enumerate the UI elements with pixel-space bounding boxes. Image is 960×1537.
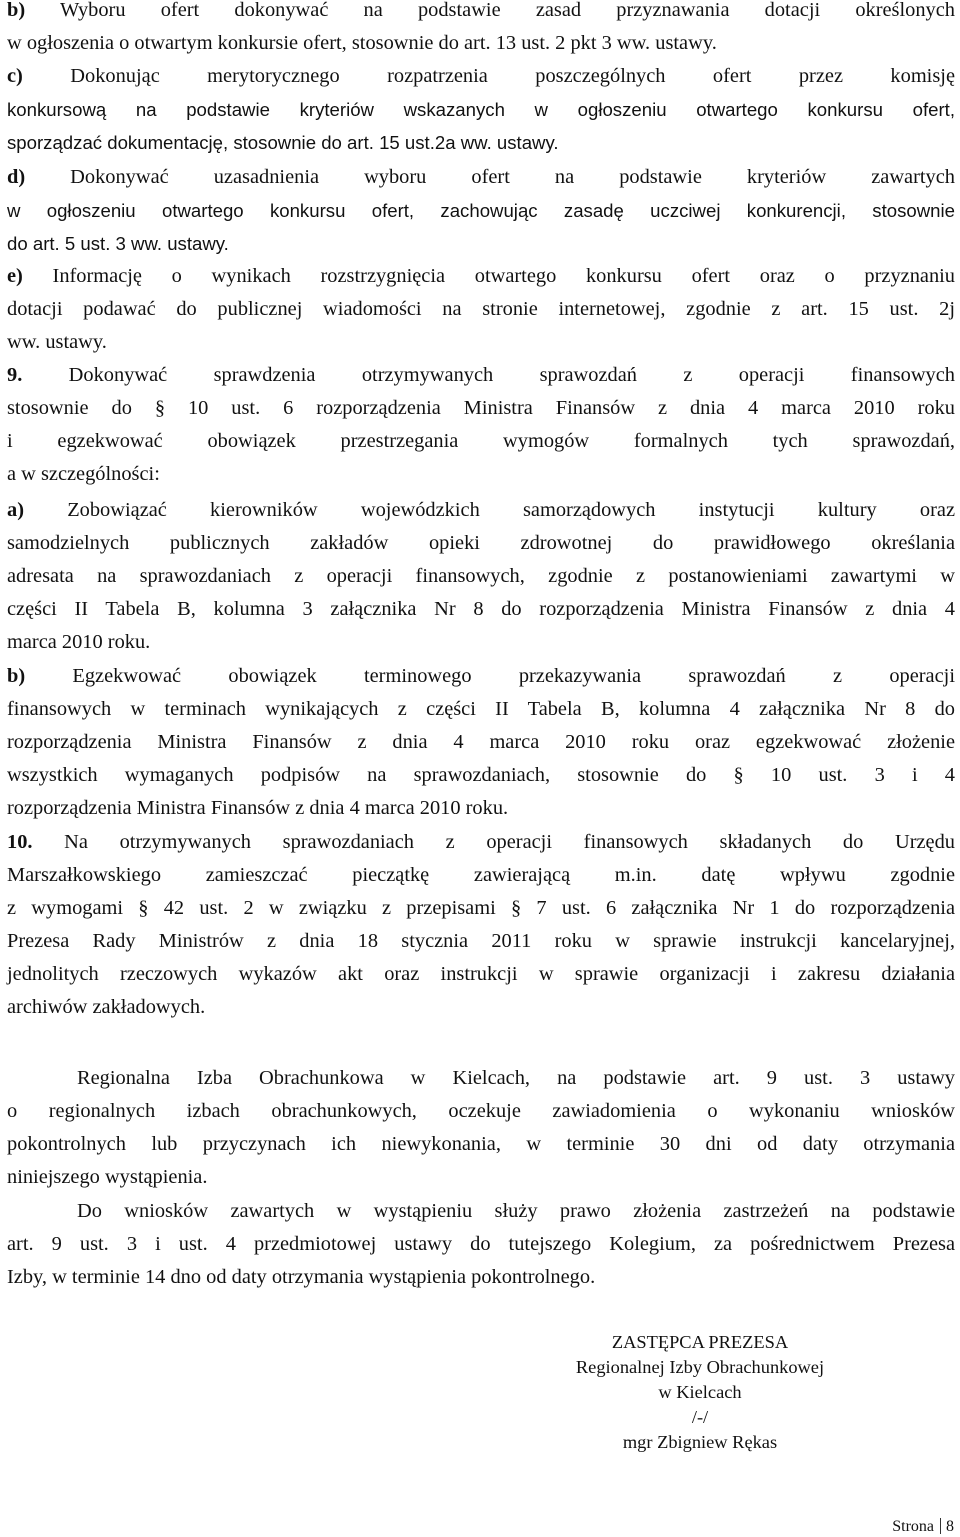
doc-line: marca 2010 roku. (7, 631, 151, 653)
doc-line: jednolitych rzeczowych wykazów akt oraz instrukcji w sprawie organizacji i zakresu działania (7, 963, 955, 985)
page-footer (892, 1518, 954, 1536)
doc-line: samodzielnych publicznych zakładów opieki zdrowotnej do prawidłowego określania (7, 532, 955, 554)
doc-line: 9. Dokonywać sprawdzenia otrzymywanych sprawozdań z operacji finansowych (7, 364, 955, 386)
page-number: 8 (946, 1518, 954, 1535)
signature-mark: /-/ (691, 1407, 709, 1427)
doc-line: adresata na sprawozdaniach z operacji finansowych, zgodnie z postanowieniami zawartymi w (7, 565, 955, 587)
doc-line: rozporządzenia Ministra Finansów z dnia 4 marca 2010 roku oraz egzekwować złożenie (7, 731, 955, 753)
doc-line: c) Dokonując merytorycznego rozpatrzenia poszczególnych ofert przez komisję (7, 65, 955, 87)
doc-line: e) Informację o wynikach rozstrzygnięcia otwartego konkursu ofert oraz o przyznaniu (7, 265, 955, 287)
doc-line: stosownie do § 10 ust. 6 rozporządzenia Ministra Finansów z dnia 4 marca 2010 roku (7, 397, 955, 419)
doc-line: Prezesa Rady Ministrów z dnia 18 stycznia 2011 roku w sprawie instrukcji kancelaryjnej, (7, 930, 955, 952)
doc-line: pokontrolnych lub przyczynach ich niewykonania, w terminie 30 dni od daty otrzymania (7, 1133, 955, 1155)
doc-line: z wymogami § 42 ust. 2 w związku z przepisami § 7 ust. 6 załącznika Nr 1 do rozporządzenia (7, 897, 955, 919)
item-label: b) (7, 0, 26, 21)
footer-separator (940, 1518, 941, 1534)
item-label: c) (7, 65, 23, 87)
doc-line: finansowych w terminach wynikających z części II Tabela B, kolumna 4 załącznika Nr 8 do (7, 698, 955, 720)
doc-line: archiwów zakładowych. (7, 996, 206, 1018)
signature-title: ZASTĘPCA PREZESA (611, 1332, 789, 1352)
doc-line: o regionalnych izbach obrachunkowych, oczekuje zawiadomienia o wykonaniu wniosków (7, 1100, 955, 1122)
doc-line: a) Zobowiązać kierowników wojewódzkich samorządowych instytucji kultury oraz (7, 499, 955, 521)
doc-line: w ogłoszeniu otwartego konkursu ofert, zachowując zasadę uczciwej konkurencji, stosownie (7, 200, 955, 221)
doc-line: 10. Na otrzymywanych sprawozdaniach z operacji finansowych składanych do Urzędu (7, 831, 955, 853)
doc-line: rozporządzenia Ministra Finansów z dnia 4 marca 2010 roku. (7, 797, 509, 819)
doc-line: Marszałkowskiego zamieszczać pieczątkę zawierającą m.in. datę wpływu zgodnie (7, 864, 955, 886)
item-label: 10. (7, 831, 33, 853)
doc-line: ww. ustawy. (7, 331, 107, 353)
doc-line: konkursową na podstawie kryteriów wskazanych w ogłoszeniu otwartego konkursu ofert, (7, 99, 955, 120)
signature-city: w Kielcach (658, 1382, 742, 1402)
doc-line: a w szczególności: (7, 463, 160, 485)
doc-line: części II Tabela B, kolumna 3 załącznika Nr 8 do rozporządzenia Ministra Finansów z dnia 4 (7, 598, 955, 620)
item-label: e) (7, 265, 23, 287)
doc-line: Regionalna Izba Obrachunkowa w Kielcach, na podstawie art. 9 ust. 3 ustawy (77, 1067, 955, 1089)
doc-line: i egzekwować obowiązek przestrzegania wymogów formalnych tych sprawozdań, (7, 430, 955, 452)
doc-line: niniejszego wystąpienia. (7, 1166, 208, 1188)
doc-line: dotacji podawać do publicznej wiadomości na stronie internetowej, zgodnie z art. 15 ust. 2j (7, 298, 955, 320)
doc-line: d) Dokonywać uzasadnienia wyboru ofert na podstawie kryteriów zawartych (7, 166, 955, 188)
doc-line: sporządzać dokumentację, stosownie do art. 15 ust.2a ww. ustawy. (7, 132, 559, 153)
item-label: b) (7, 665, 26, 687)
item-label: a) (7, 499, 24, 521)
signature-name: mgr Zbigniew Rękas (622, 1432, 778, 1452)
item-label: 9. (7, 364, 23, 386)
doc-line: b) Egzekwować obowiązek terminowego przekazywania sprawozdań z operacji (7, 665, 955, 687)
doc-line: wszystkich wymaganych podpisów na sprawozdaniach, stosownie do § 10 ust. 3 i 4 (7, 764, 955, 786)
item-label: d) (7, 166, 26, 188)
signature-org: Regionalnej Izby Obrachunkowej (575, 1357, 825, 1377)
footer-label: Strona (892, 1518, 934, 1535)
doc-line: Izby, w terminie 14 dno od daty otrzymania wystąpienia pokontrolnego. (7, 1266, 596, 1288)
doc-line: b) Wyboru ofert dokonywać na podstawie zasad przyznawania dotacji określonych (7, 0, 955, 21)
doc-line: do art. 5 ust. 3 ww. ustawy. (7, 233, 229, 254)
doc-line: w ogłoszenia o otwartym konkursie ofert, stosownie do art. 13 ust. 2 pkt 3 ww. ustawy. (7, 32, 717, 54)
doc-line: Do wniosków zawartych w wystąpieniu służy prawo złożenia zastrzeżeń na podstawie (77, 1200, 955, 1222)
doc-line: art. 9 ust. 3 i ust. 4 przedmiotowej ustawy do tutejszego Kolegium, za pośrednictwem Prezesa (7, 1233, 955, 1255)
